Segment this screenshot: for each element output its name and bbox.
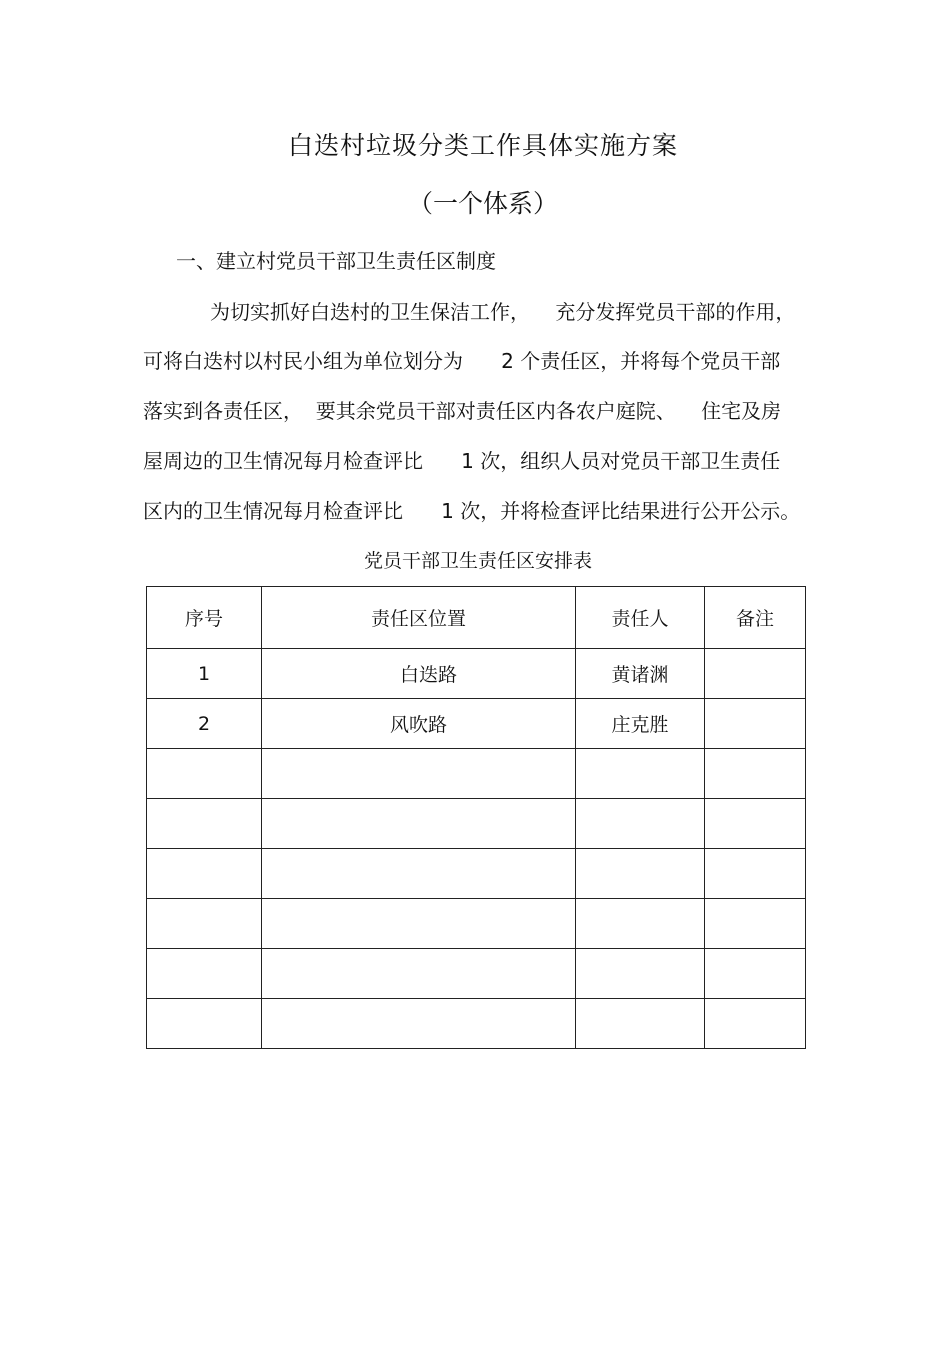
header-remark: 备注 — [705, 587, 806, 649]
header-seq: 序号 — [147, 587, 262, 649]
cell-seq: 1 — [147, 649, 262, 699]
cell-remark — [705, 999, 806, 1049]
cell-person — [576, 749, 705, 799]
table-row — [147, 999, 806, 1049]
cell-location — [262, 799, 576, 849]
cell-person — [576, 949, 705, 999]
duty-table — [146, 586, 806, 1049]
cell-person: 黄诸渊 — [576, 649, 705, 699]
cell-remark — [705, 699, 806, 749]
cell-remark — [705, 749, 806, 799]
cell-remark — [705, 899, 806, 949]
cell-remark — [705, 949, 806, 999]
table-row — [147, 849, 806, 899]
cell-location — [262, 899, 576, 949]
table-row — [147, 799, 806, 849]
header-location: 责任区位置 — [262, 587, 576, 649]
paragraph-line: 为切实抓好白迭村的卫生保洁工作， 充分发挥党员干部的作用， — [210, 300, 796, 324]
paragraph-line: 区内的卫生情况每月检查评比 1 次，并将检查评比结果进行公开公示。 — [143, 499, 801, 523]
cell-seq — [147, 899, 262, 949]
cell-seq — [147, 949, 262, 999]
cell-seq — [147, 999, 262, 1049]
paragraph-line: 屋周边的卫生情况每月检查评比 1 次，组织人员对党员干部卫生责任 — [143, 449, 781, 473]
cell-location: 风吹路 — [262, 699, 576, 749]
cell-location — [262, 849, 576, 899]
cell-seq — [147, 849, 262, 899]
table-row — [147, 949, 806, 999]
table-row — [147, 749, 806, 799]
cell-location — [262, 999, 576, 1049]
cell-person: 庄克胜 — [576, 699, 705, 749]
cell-seq: 2 — [147, 699, 262, 749]
paragraph-line: 可将白迭村以村民小组为单位划分为 2 个责任区，并将每个党员干部 — [143, 349, 781, 373]
document-subtitle: （一个体系） — [407, 189, 558, 218]
table-caption: 党员干部卫生责任区安排表 — [363, 550, 592, 572]
cell-location: 白迭路 — [262, 649, 576, 699]
table-row — [147, 699, 806, 749]
cell-seq — [147, 749, 262, 799]
section-heading: 一、建立村党员干部卫生责任区制度 — [176, 249, 496, 273]
cell-person — [576, 799, 705, 849]
paragraph-line: 落实到各责任区， 要其余党员干部对责任区内各农户庭院、 住宅及房 — [143, 399, 782, 423]
cell-seq — [147, 799, 262, 849]
cell-remark — [705, 799, 806, 849]
cell-person — [576, 849, 705, 899]
document-title: 白迭村垃圾分类工作具体实施方案 — [287, 131, 678, 160]
cell-location — [262, 749, 576, 799]
cell-person — [576, 899, 705, 949]
table-header-row — [147, 587, 806, 649]
cell-location — [262, 949, 576, 999]
cell-remark — [705, 649, 806, 699]
table-row — [147, 649, 806, 699]
cell-person — [576, 999, 705, 1049]
cell-remark — [705, 849, 806, 899]
table-row — [147, 899, 806, 949]
header-person: 责任人 — [576, 587, 705, 649]
